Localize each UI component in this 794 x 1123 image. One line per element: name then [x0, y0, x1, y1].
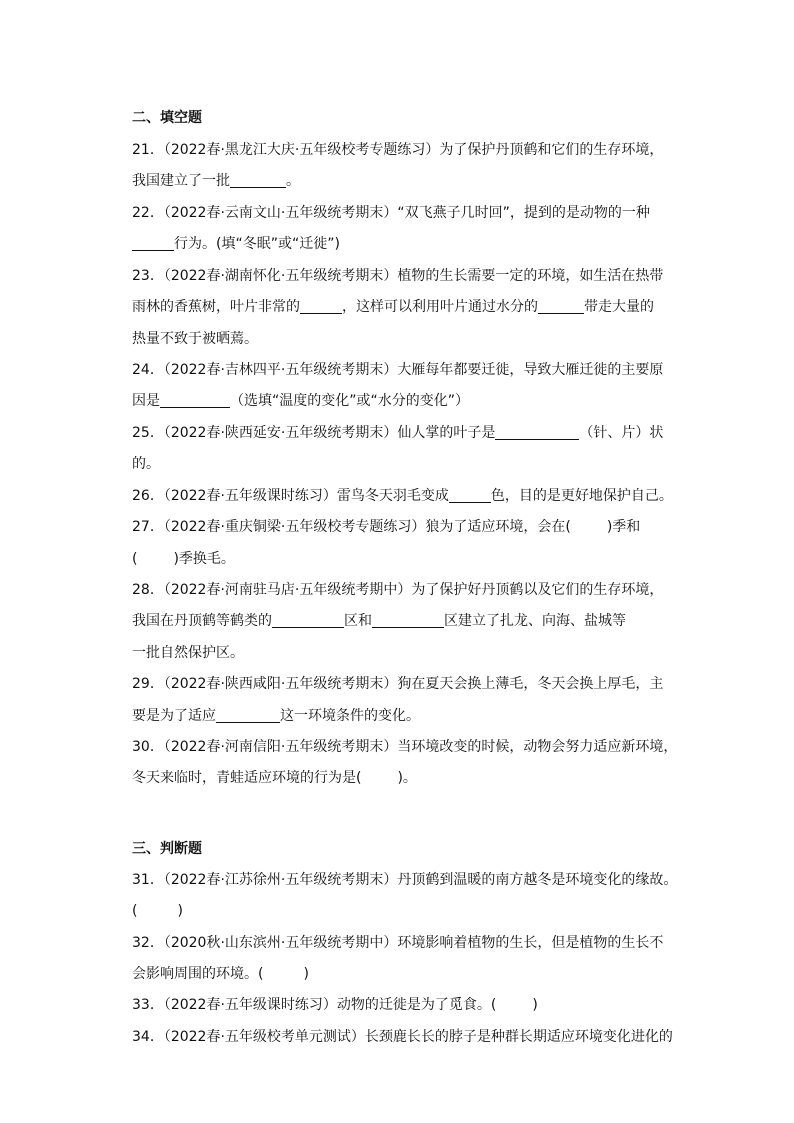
question-23-line-1: 23．（2022春·湖南怀化·五年级统考期末）植物的生长需要一定的环境，如生活在热带 [132, 268, 664, 284]
question-31-text-b: ) [177, 903, 183, 919]
question-28-line-2 [132, 611, 626, 631]
question-23-line-3: 热量不致于被晒蔫。 [132, 331, 258, 347]
question-31-text-a: ( [132, 903, 138, 919]
question-30-line-1: 30．（2022春·河南信阳·五年级统考期末）当环境改变的时候，动物会努力适应新环境， [132, 739, 678, 755]
question-27-text-c: ( [132, 551, 138, 567]
question-25-text-a: 25．（2022春·陕西延安·五年级统考期末）仙人掌的叶子是 [132, 425, 496, 441]
question-28-text-c: 区建立了扎龙、向海、盐城等 [444, 613, 626, 629]
question-25-text-b: （针、片）状 [579, 425, 664, 441]
question-26-text-a: 26．（2022春·五年级课时练习）雷鸟冬天羽毛变成 [132, 488, 449, 504]
question-27-text-d: )季换毛。 [173, 551, 235, 567]
question-32-line-2 [132, 964, 309, 984]
question-28-line-1: 28．（2022春·河南驻马店·五年级统考期中）为了保护好丹顶鹤以及它们的生存环境， [132, 582, 664, 598]
question-27-text-b: )季和 [606, 519, 641, 535]
question-28-line-3: 一批自然保护区。 [132, 645, 244, 661]
question-24-text-a: 因是 [132, 393, 160, 409]
question-24-line-2 [132, 391, 469, 411]
question-29-line-2 [132, 706, 420, 726]
question-30-text-a: 冬天来临时，青蛙适应环境的行为是( [132, 770, 362, 786]
answer-blank-29[interactable] [216, 708, 280, 723]
question-28-text-a: 我国在丹顶鹤等鹤类的 [132, 613, 272, 629]
question-30-text-b: )。 [397, 770, 417, 786]
question-21-text-a: 我国建立了一批 [132, 173, 230, 189]
question-34-line-1: 34．（2022春·五年级校考单元测试）长颈鹿长长的脖子是种群长期适应环境变化进化的 [132, 1029, 673, 1045]
question-25-line-2: 的。 [132, 456, 160, 472]
question-23-text-a: 雨林的香蕉树，叶片非常的 [132, 299, 300, 315]
answer-blank-23-2[interactable] [538, 299, 584, 314]
answer-blank-25[interactable] [495, 425, 579, 440]
question-29-line-1: 29．（2022春·陕西咸阳·五年级统考期末）狗在夏天会换上薄毛，冬天会换上厚毛，主 [132, 676, 664, 692]
question-21-line-2 [132, 171, 300, 191]
question-26-line-1 [132, 486, 673, 506]
answer-blank-28-2[interactable] [372, 613, 444, 628]
question-27-line-1 [132, 517, 640, 537]
question-29-text-a: 要是为了适应 [132, 708, 216, 724]
question-23-line-2 [132, 297, 654, 317]
question-22-line-2 [132, 234, 340, 254]
question-23-text-b: ，这样可以利用叶片通过水分的 [342, 299, 538, 315]
question-22-text-b: 行为。(填“冬眠”或“迁徙”) [174, 236, 340, 252]
question-27-line-2 [132, 549, 235, 569]
question-29-text-b: 这一环境条件的变化。 [280, 708, 420, 724]
question-24-line-1: 24．（2022春·吉林四平·五年级统考期末）大雁每年都要迁徙，导致大雁迁徙的主要原 [132, 362, 664, 378]
question-32-line-1: 32．（2020秋·山东滨州·五年级统考期中）环境影响着植物的生长，但是植物的生长不 [132, 935, 664, 951]
section-heading-fill-in: 二、填空题 [132, 110, 202, 126]
answer-blank-26[interactable] [449, 488, 491, 503]
answer-blank-23-1[interactable] [300, 299, 342, 314]
question-30-line-2 [132, 768, 417, 788]
answer-blank-21[interactable] [230, 173, 286, 188]
question-32-text-b: ) [303, 966, 309, 982]
answer-blank-22[interactable] [132, 236, 174, 251]
question-33-text-a: 33．（2022春·五年级课时练习）动物的迁徙是为了觅食。( [132, 997, 497, 1013]
question-26-text-b: 色，目的是更好地保护自己。 [490, 488, 673, 504]
question-31-line-2 [132, 901, 183, 921]
question-27-text-a: 27．（2022春·重庆铜梁·五年级校考专题练习）狼为了适应环境，会在( [132, 519, 571, 535]
answer-blank-24[interactable] [160, 393, 230, 408]
section-heading-true-false: 三、判断题 [132, 841, 202, 857]
question-24-text-b: （选填“温度的变化”或“水分的变化”） [230, 393, 470, 409]
question-33-line-1 [132, 995, 538, 1015]
question-32-text-a: 会影响周围的环境。( [132, 966, 264, 982]
answer-blank-28-1[interactable] [272, 613, 344, 628]
question-21-line-1: 21．（2022春·黑龙江大庆·五年级校考专题练习）为了保护丹顶鹤和它们的生存环境， [132, 142, 664, 158]
question-31-line-1: 31．（2022春·江苏徐州·五年级统考期末）丹顶鹤到温暖的南方越冬是环境变化的缘故。 [132, 872, 678, 888]
question-25-line-1 [132, 423, 663, 443]
question-21-text-b: 。 [286, 173, 300, 189]
question-23-text-c: 带走大量的 [584, 299, 654, 315]
question-28-text-b: 区和 [344, 613, 372, 629]
question-33-text-b: ) [532, 997, 538, 1013]
question-22-line-1: 22．（2022春·云南文山·五年级统考期末）“双飞燕子几时回”，提到的是动物的一种 [132, 205, 650, 221]
